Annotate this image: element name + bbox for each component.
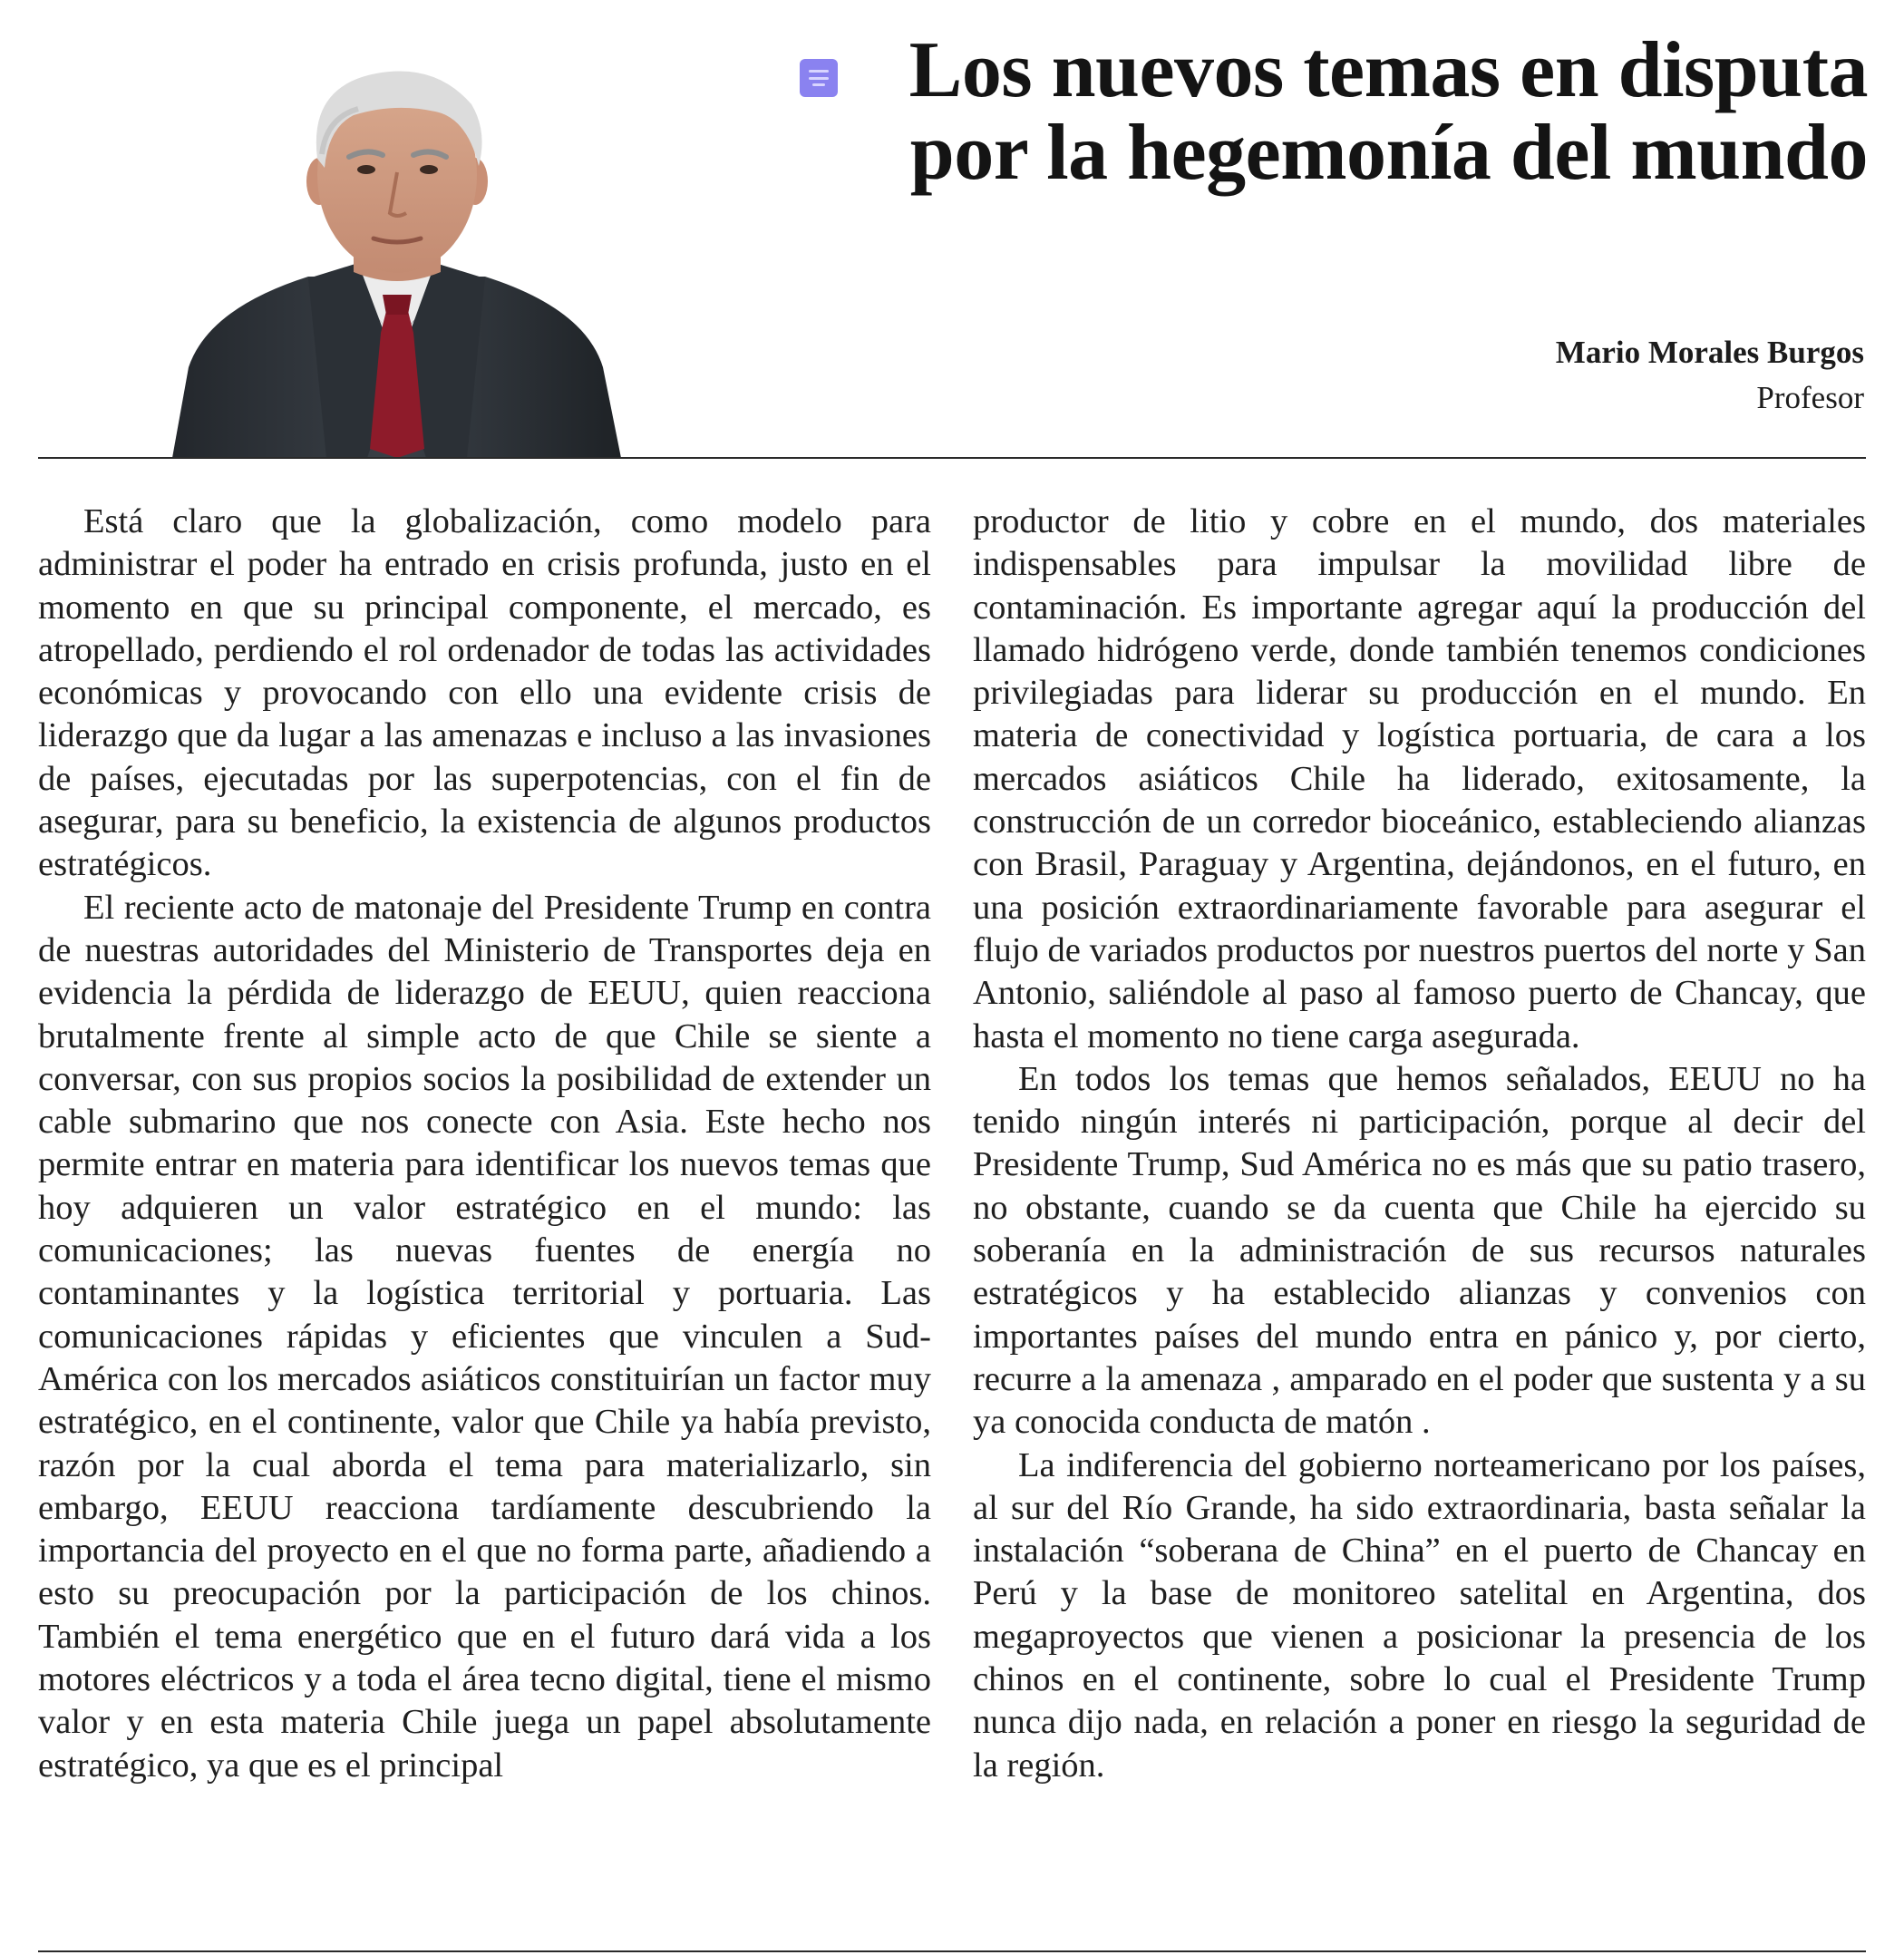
paragraph-continuation: productor de litio y cobre en el mundo, dos materiales indispensables para impulsar la movilidad libre de contaminación. Es importante agregar aquí la producción del llamado hidrógeno verde, donde también tenemos condiciones privilegiadas para liderar su producción en el mundo. En materia de conectividad y logística portuaria, de cara a los mercados asiáticos Chile ha liderado, exitosamente, la construcción de un corredor bioceánico, estableciendo alianzas con Brasil, Paraguay y Argentina, dejándonos, en el futuro, en una posición extraordinariamente favorable para asegurar el flujo de variados productos por nuestros puertos del norte y San Antonio, saliéndole al paso al famoso puerto de Chancay, que hasta el momento no tiene carga asegurada. xyxy=(973,502,1866,1055)
author-name: Mario Morales Burgos xyxy=(1555,335,1864,370)
body-column-right xyxy=(973,501,1866,1787)
author-portrait xyxy=(172,68,621,458)
document-lines-icon xyxy=(800,59,838,97)
title-line-1: Los nuevos temas en disputa xyxy=(908,26,1868,114)
footer-divider xyxy=(38,1950,1866,1952)
paragraph: Está claro que la globalización, como modelo para administrar el poder ha entrado en crisis profunda, justo en el momento en que su principal componente, el mercado, es atropellado, perdiendo el rol ordenador de todas las actividades económicas y provocando con ello una evidente crisis de liderazgo que da lugar a las amenazas e incluso a las invasiones de países, ejecutadas por las superpotencias, con el fin de asegurar, para su beneficio, la existencia de algunos productos estratégicos. xyxy=(38,502,931,884)
header-divider xyxy=(38,457,1866,459)
paragraph: La indiferencia del gobierno norteamericano por los países, al sur del Río Grande, ha sido extraordinaria, basta señalar la instalación “soberana de China” en el puerto de Chancay en Perú y la base de monitoreo satelital en Argentina, dos megaproyectos que vienen a posicionar la presencia de los chinos en el continente, sobre lo cual el Presidente Trump nunca dijo nada, en relación a poner en riesgo la seguridad de la región. xyxy=(973,1445,1866,1785)
author-byline xyxy=(1556,330,1864,421)
article-title xyxy=(884,26,1868,197)
title-line-2: por la hegemonía del mundo xyxy=(909,109,1868,197)
paragraph: En todos los temas que hemos señalados, EEUU no ha tenido ningún interés ni participación, porque al decir del Presidente Trump, Sud América no es más que su patio trasero, no obstante, cuando se da cuenta que Chile ha ejercido su soberanía en la administración de sus recursos naturales estratégicos y ha establecido alianzas y convenios con importantes países del mundo entra en pánico y, por cierto, recurre a la amenaza , amparado en el poder que sustenta y a su ya conocida conducta de matón . xyxy=(973,1059,1866,1442)
body-column-left xyxy=(38,501,931,1787)
paragraph: El reciente acto de matonaje del Presidente Trump en contra de nuestras autoridades del Ministerio de Transportes deja en evidencia la pérdida de liderazgo de EEUU, quien reacciona brutalmente frente al simple acto de que Chile se siente a conversar, con sus propios socios la posibilidad de extender un cable submarino que nos conecte con Asia. Este hecho nos permite entrar en materia para identificar los nuevos temas que hoy adquieren un valor estratégico en el mundo: las comunicaciones; las nuevas fuentes de energía no contaminantes y la logística territorial y portuaria. Las comunicaciones rápidas y eficientes que vinculen a Sud-América con los mercados asiáticos constituirían un factor muy estratégico, en el continente, valor que Chile ya había previsto, razón por la cual aborda el tema para materializarlo, sin embargo, EEUU reacciona tardíamente descubriendo la importancia del proyecto en el que no forma parte, añadiendo a esto su preocupación por la participación de los chinos. También el tema energético que en el futuro dará vida a los motores eléctricos y a toda el área tecno digital, tiene el mismo valor y en esta materia Chile juega un papel absolutamente estratégico, ya que es el principal xyxy=(38,888,931,1785)
author-role: Profesor xyxy=(1756,380,1864,415)
